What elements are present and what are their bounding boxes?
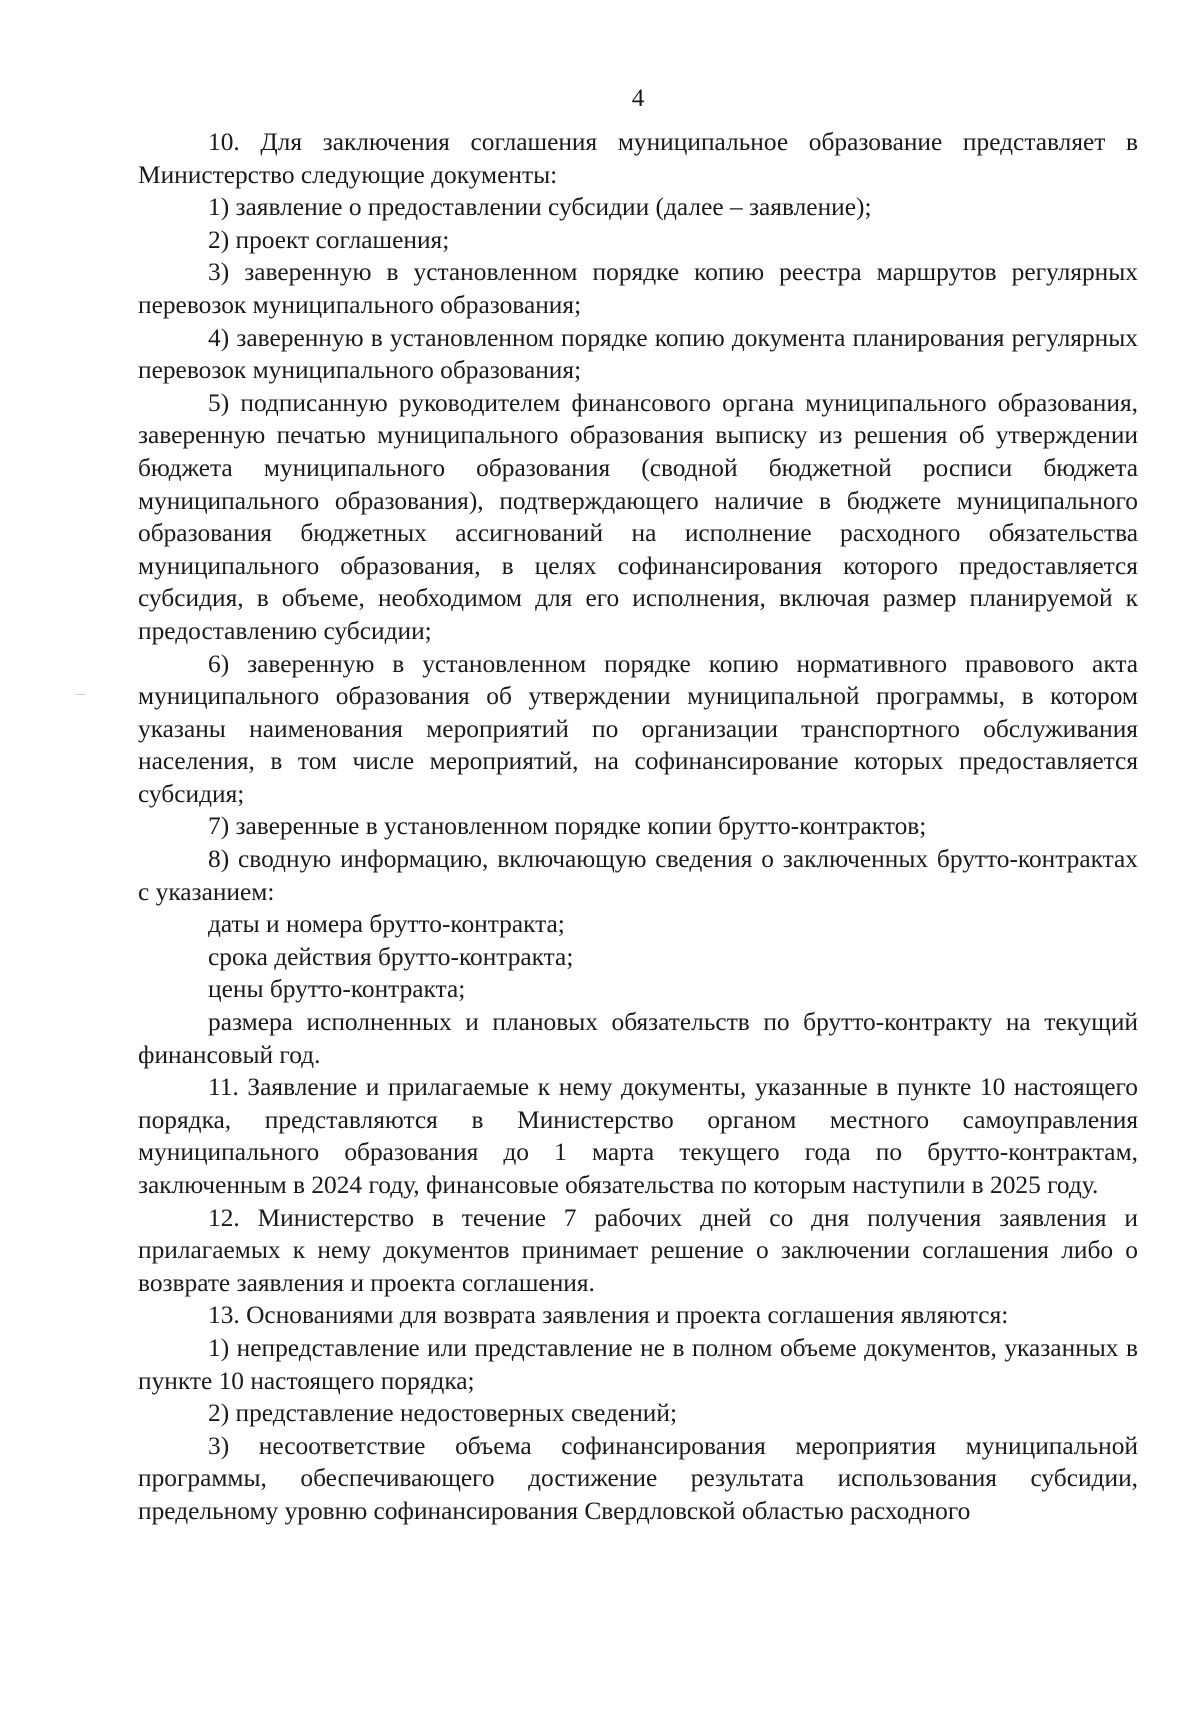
list-item-13-2: 2) представление недостоверных сведений; <box>208 1399 678 1428</box>
list-item-10-7: 7) заверенные в установленном порядке копии брутто-контрактов; <box>208 812 927 841</box>
scan-speck <box>76 694 86 695</box>
paragraph-11: 11. Заявление и прилагаемые к нему документы, указанные в пункте 10 настоящего порядка, представляются в Министерство органом местного самоуправления муниципального образования до 1 марта текущего года по брутто-контрактам, заключенным в 2024 году, финансовые обязательства по которым наступили в 2025 году. <box>138 1073 1138 1199</box>
list-item-10-8: 8) сводную информацию, включающую сведения о заключенных брутто-контрактах с указанием: <box>138 845 1138 906</box>
document-page <box>138 84 1138 1528</box>
sub-item-term: срока действия брутто-контракта; <box>208 942 574 971</box>
list-item-13-1: 1) непредставление или представление не в полном объеме документов, указанных в пункте 10 настоящего порядка; <box>138 1333 1138 1395</box>
list-item-10-3: 3) заверенную в установленном порядке копию реестра маршрутов регулярных перевозок муниципального образования; <box>138 258 1138 319</box>
list-item-13-3: 3) несоответствие объема софинансирования мероприятия муниципальной программы, обеспечивающего достижение результата использования субсидии, предельному уровню софинансирования Свердловской областью расходного <box>138 1431 1138 1525</box>
sub-item-price: цены брутто-контракта; <box>208 975 466 1004</box>
paragraph-13: 13. Основаниями для возврата заявления и проекта соглашения являются: <box>208 1301 1009 1330</box>
list-item-10-6: 6) заверенную в установленном порядке копию нормативного правового акта муниципального образования об утверждении муниципальной программы, в котором указаны наименования мероприятий по организации транспортного обслуживания населения, в том числе мероприятий, на софинансирование которых предоставляется субсидия; <box>138 649 1138 808</box>
paragraph-10: 10. Для заключения соглашения муниципальное образование представляет в Министерство следующие документы: <box>138 128 1138 189</box>
list-item-10-5: 5) подписанную руководителем финансового органа муниципального образования, заверенную печатью муниципального образования выписку из решения об утверждении бюджета муниципального образования (сводной бюджетной росписи бюджета муниципального образования), подтверждающего наличие в бюджете муниципального образования бюджетных ассигнований на исполнение расходного обязательства муниципального образования, в целях софинансирования которого предоставляется субсидия, в объеме, необходимом для его исполнения, включая размер планируемой к предоставлению субсидии; <box>138 388 1138 645</box>
sub-item-obligations: размера исполненных и плановых обязательств по брутто-контракту на текущий финансовый год. <box>138 1008 1138 1069</box>
list-item-10-1: 1) заявление о предоставлении субсидии (далее – заявление); <box>208 193 872 222</box>
list-item-10-2: 2) проект соглашения; <box>208 225 450 254</box>
page-number: 4 <box>631 85 645 112</box>
sub-item-date-number: даты и номера брутто-контракта; <box>208 910 565 939</box>
list-item-10-4: 4) заверенную в установленном порядке копию документа планирования регулярных перевозок муниципального образования; <box>138 323 1138 385</box>
paragraph-12: 12. Министерство в течение 7 рабочих дней со дня получения заявления и прилагаемых к нему документов принимает решение о заключении соглашения либо о возврате заявления и проекта соглашения. <box>138 1203 1138 1297</box>
